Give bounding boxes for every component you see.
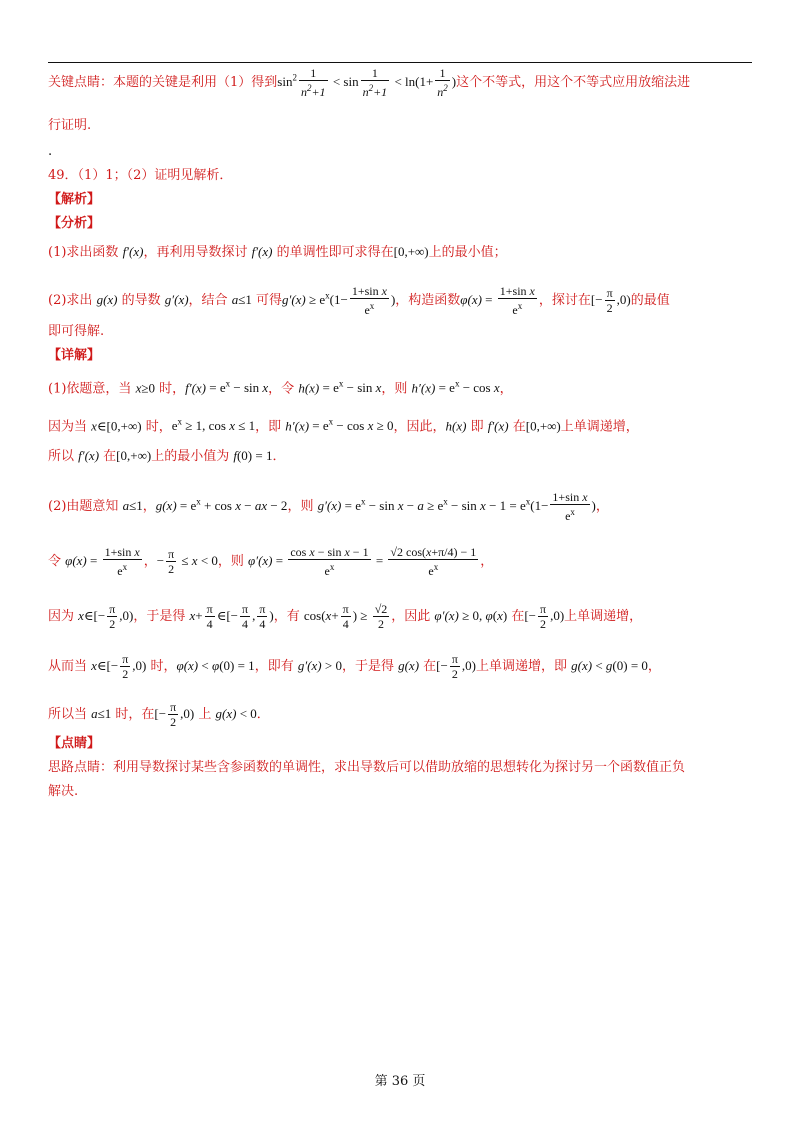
section-fenxi: 【分析】 <box>48 216 101 231</box>
answer-49: 49．（1）1；（2）证明见解析． <box>48 168 233 183</box>
section-dianjing: 【点睛】 <box>48 736 101 751</box>
detail-2-line-2: 令 φ(x) = $\frac{\text{1+sin x}}{e^x}$ ，− $\frac{\pi}{2}$ ≤ x < 0，则 φ′(x) = $\frac{\text{cos x − sin x − 1}}{e^x}$ = $\frac{√2 \cos(x+\pi/4) - 1}{e^x}$ ， <box>48 545 494 578</box>
section-jiexi: 【解析】 <box>48 192 101 207</box>
dot-line: . <box>48 144 53 159</box>
detail-1-line-1: (1)依题意，当 x≥0 时，$f'(x) = e^x - \sin x$，令 $h(x) = e^x - \sin x$，则 $h'(x) = e^x - \cos x$， <box>48 379 513 397</box>
detail-2-line-4: 从而当 x∈[− $\frac{\pi}{2}$ ,0) 时，φ(x) < φ(0) = 1，即有 g′(x) > 0，于是得 g(x) 在[− $\frac{\pi}{2}$ ,0)上单调递增，即 g(x) < g(0) = 0， <box>48 652 661 681</box>
detail-2-line-3: 因为 x∈[− $\frac{\pi}{2}$ ,0)，于是得 x+ $\frac{\pi}{4}$ ∈[− $\frac{\pi}{4}$ , $\frac{\pi}{4}$ )，有 cos(x+ $\frac{\pi}{4}$ ) ≥ $\frac{√2}{2}$ ，因此 φ′(x) ≥ 0, φ(x) 在[− $\frac{\pi}{2}$ ,0)上单调递增， <box>48 602 643 631</box>
analysis-1: (1)求出函数 f′(x)，再利用导数探讨 f′(x) 的单调性即可求得在[0,+∞)上的最小值； <box>48 244 507 260</box>
summary-line-1: 思路点睛：利用导数探讨某些含参函数的单调性，求出导数后可以借助放缩的思想转化为探讨另一个函数值正负 <box>48 760 686 775</box>
detail-1-line-2: 因为当 x∈[0,+∞) 时，$e^x \ge 1$, cos x ≤ 1，即 $h'(x) = e^x - \cos x \ge 0$，因此，h(x) 即 f′(x) 在[0,+∞)上单调递增， <box>48 417 639 435</box>
analysis-2: (2)求出 g(x) 的导数 g′(x)，结合 a≤1 可得$g'(x) \ge e^x(1-$ $\frac{\text{1+sin x}}{e^x}$ )，构造函数φ(x) = $\frac{\text{1+sin x}}{e^x}$ ，探讨在[− $\frac{\pi}{2}$ ,0)的最值 <box>48 284 670 317</box>
summary-line-2: 解决. <box>48 784 79 799</box>
key-point-line-1: 关键点睛：本题的关键是利用（1）得到$\sin^2$ $\frac{1}{n^2+1}$ < sin $\frac{1}{n^2+1}$ < ln(1+ $\frac{1}{n^2}$ )这个不等式，用这个不等式应用放缩法进 <box>48 66 691 99</box>
key-point-line-2: 行证明. <box>48 118 92 133</box>
detail-2-line-1: (2)由题意知 a≤1，$g(x) = e^x + \cos x$ − ax − 2，则 $g'(x) = e^x - \sin x - a \ge e^x - \sin x - 1 = e^x(1-$ $\frac{\text{1+sin x}}{e^x}$ )， <box>48 490 609 523</box>
header-rule <box>48 62 752 63</box>
page-number: 第 36 页 <box>374 1074 426 1089</box>
analysis-2-cont: 即可得解. <box>48 324 105 339</box>
detail-1-line-3: 所以 f′(x) 在[0,+∞)上的最小值为 f(0) = 1． <box>48 448 286 464</box>
detail-2-line-5: 所以当 a≤1 时，在[− $\frac{\pi}{2}$ ,0) 上 g(x) < 0． <box>48 700 270 729</box>
section-xiangjie: 【详解】 <box>48 348 101 363</box>
